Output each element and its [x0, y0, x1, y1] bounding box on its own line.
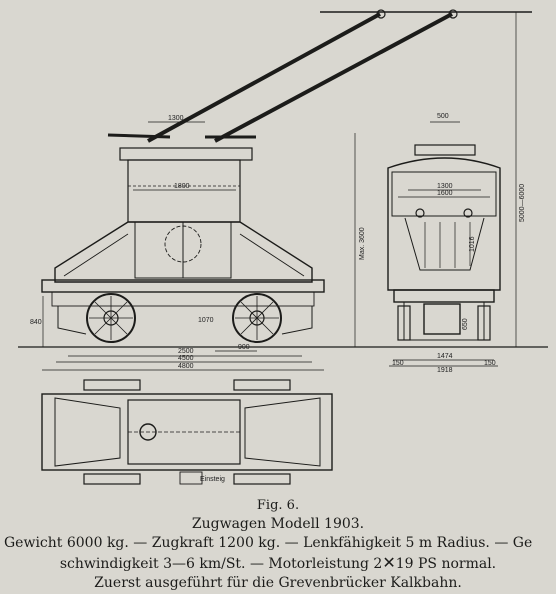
caption-line-3: Zuerst ausgeführt für die Grevenbrücker Kalkbahn. — [94, 575, 462, 591]
side-elevation — [42, 148, 324, 342]
dim-150-left: 150 — [392, 360, 404, 367]
caption-line-1: Gewicht 6000 kg. — Zugkraft 1200 kg. — Lenkfähigkeit 5 m Radius. — Ge — [4, 535, 533, 551]
figure-caption — [0, 496, 556, 593]
dim-840: 840 — [30, 319, 42, 326]
dim-1070: 1070 — [198, 317, 214, 324]
dim-1016: 1016 — [469, 236, 476, 252]
caption-line-2-a: schwindigkeit 3—6 km/St. — Motorleistung 2 — [59, 556, 383, 572]
end-elevation — [388, 145, 500, 340]
dim-900: 900 — [238, 344, 250, 351]
figure-number: Fig. 6. — [256, 498, 300, 513]
plan-einsteig-label: Einsteig — [200, 476, 225, 483]
dim-1474: 1474 — [437, 353, 453, 360]
caption-line-2-b: 19 PS normal. — [395, 556, 497, 572]
dim-1918: 1918 — [437, 367, 453, 374]
plan-view — [42, 380, 332, 484]
dim-max-height: Max. 3600 — [359, 227, 366, 260]
dim-total-height: 5000—6000 — [519, 183, 526, 222]
dim-650: 650 — [462, 318, 469, 330]
multiply-cross-icon: ✕ — [382, 553, 396, 572]
dim-1300: 1300 — [168, 115, 184, 122]
dim-150-right: 150 — [484, 360, 496, 367]
dim-end-1600: 1600 — [437, 190, 453, 197]
figure-title: Zugwagen Modell 1903. — [191, 516, 365, 532]
dim-500: 500 — [437, 113, 449, 120]
dim-4800: 4800 — [178, 363, 194, 370]
dim-1800: 1800 — [174, 183, 190, 190]
caption-line-2 — [0, 553, 556, 574]
trolley-poles — [108, 10, 457, 141]
dim-end-1300: 1300 — [437, 183, 453, 190]
dim-4500: 4500 — [178, 355, 194, 362]
dim-2500: 2500 — [178, 348, 194, 355]
